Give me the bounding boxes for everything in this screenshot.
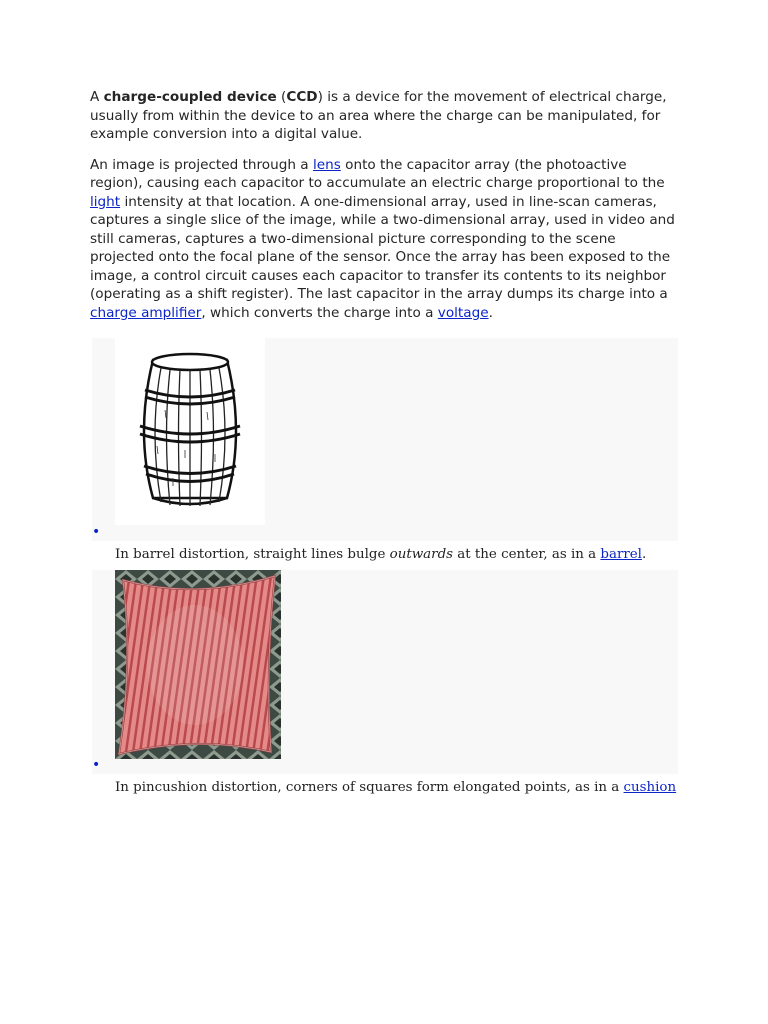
cushion-image[interactable] <box>115 570 281 759</box>
caption-text: In barrel distortion, straight lines bulge <box>115 547 390 562</box>
text-span: A <box>90 89 104 105</box>
lens-link[interactable]: lens <box>312 156 341 173</box>
text-span: intensity at that location. A one-dimensional array, used in line-scan cameras, captures a single slice of the image, while a two-dimensional array, used in video and still cameras, captures a two-dimensional picture corresponding to the scene projected onto the focal plane of the sensor. Once the array has been exposed to the image, a control circuit causes each capacitor to transfer its contents to its neighbor (operating as a shift register). The last capacitor in the array dumps its charge into a <box>90 193 675 302</box>
caption-text: at the center, as in a <box>453 547 601 562</box>
text-span: , which converts the charge into a <box>201 304 438 321</box>
caption-barrel <box>115 546 646 564</box>
caption-cushion <box>115 779 676 797</box>
intro-paragraph <box>90 88 682 144</box>
abbr-ccd-bold: CCD <box>286 89 318 105</box>
voltage-link[interactable]: voltage <box>437 304 489 321</box>
article-body <box>90 88 682 322</box>
barrel-link[interactable]: barrel <box>600 547 642 562</box>
bullet-marker: • <box>92 524 101 540</box>
caption-text: . <box>641 547 647 562</box>
charge-amplifier-link[interactable]: charge amplifier <box>90 304 202 321</box>
caption-emphasis: outwards <box>389 547 454 562</box>
text-span: An image is projected through a <box>90 156 313 173</box>
text-span: ) is a device for the movement of electrical charge, usually from within the device to an area where the charge can be manipulated, for example conversion into a digital value. <box>90 89 667 142</box>
term-ccd-bold: charge-coupled device <box>103 89 277 105</box>
caption-text: In pincushion distortion, corners of squares form elongated points, as in a <box>115 780 624 795</box>
text-span: ( <box>276 89 287 105</box>
text-span: . <box>488 304 493 321</box>
light-link[interactable]: light <box>90 193 121 210</box>
description-paragraph <box>90 156 682 323</box>
cushion-link[interactable]: cushion <box>623 780 677 795</box>
text-span: onto the capacitor array (the photoactive region), causing each capacitor to accumulate an electric charge proportional to the <box>90 156 665 191</box>
barrel-image[interactable] <box>115 338 265 525</box>
bullet-marker: • <box>92 757 101 773</box>
